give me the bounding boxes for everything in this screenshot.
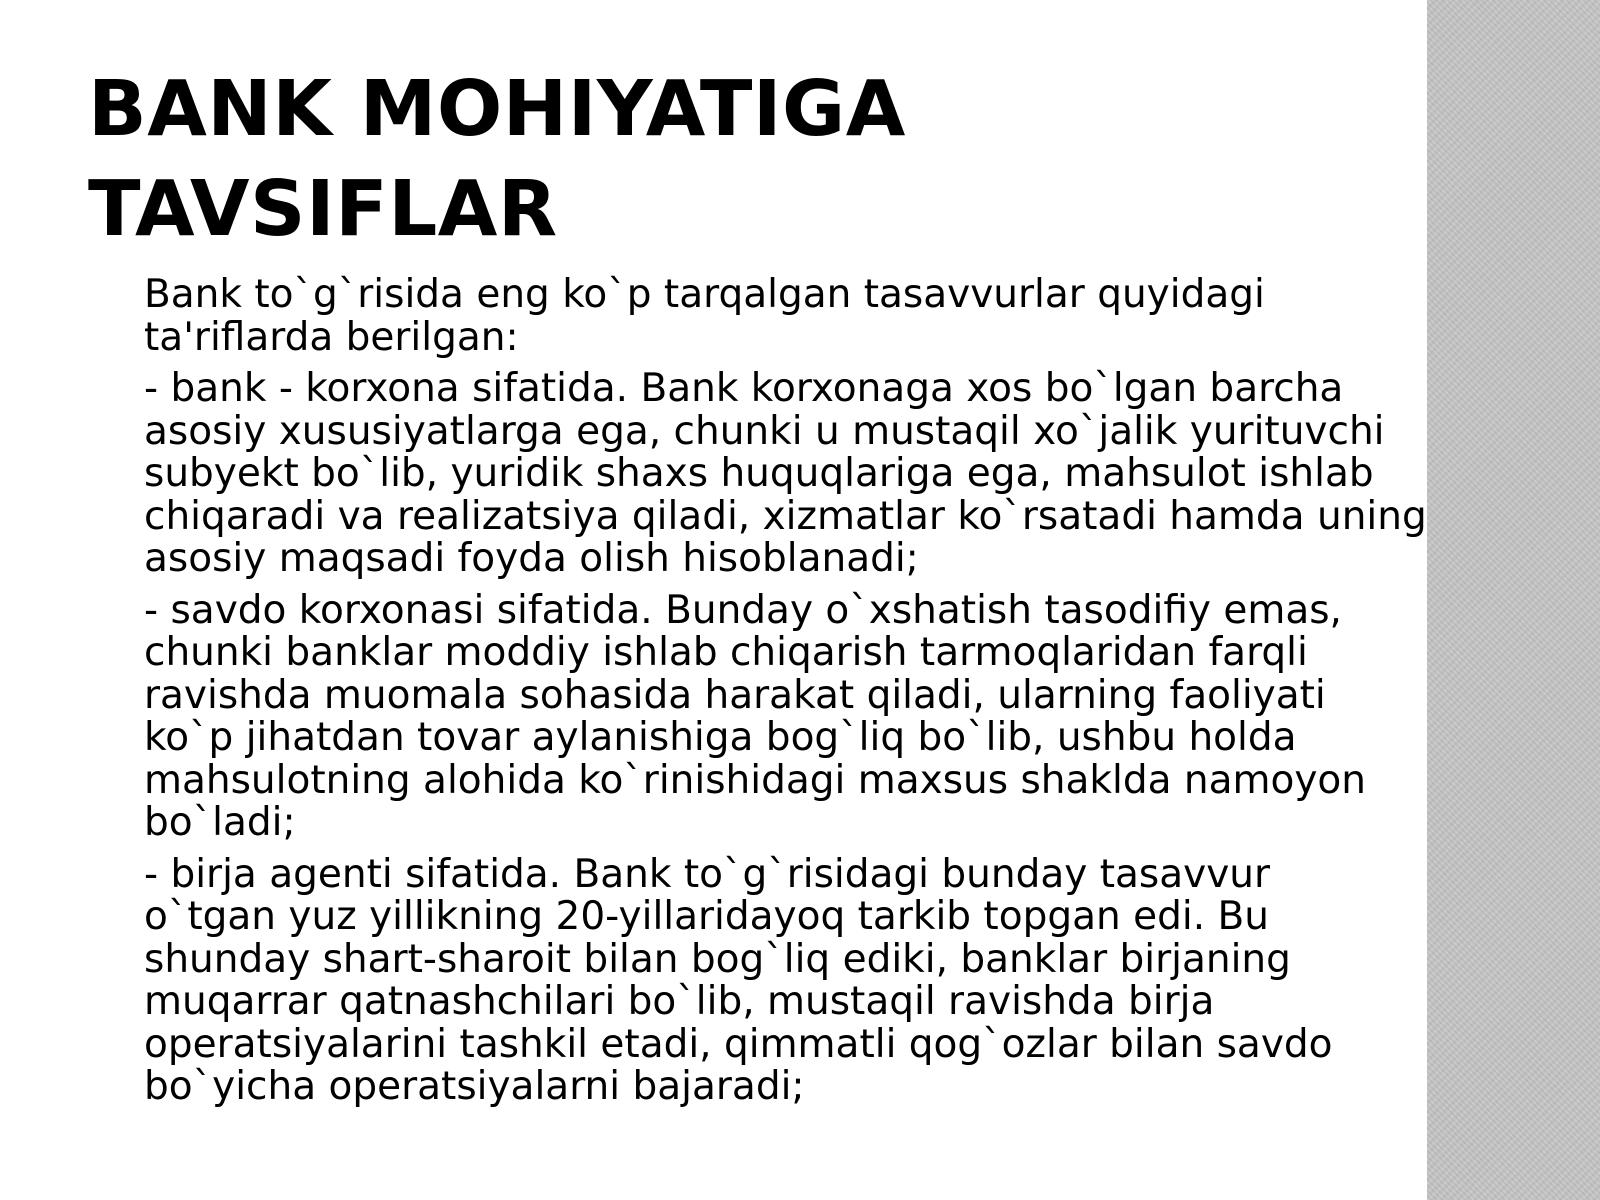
slide-title: BANK MOHIYATIGA TAVSIFLAR (88, 65, 906, 254)
bank-as-trading-company-paragraph: - savdo korxonasi sifatida. Bunday o`xshatish tasodifiy emas, chunki banklar moddiy ishlab chiqarish tarmoqlaridan farqli ravishda muomala sohasida harakat qiladi, ularning faoliyati ko`p jihatdan tovar aylanishiga bog`liq bo`lib, ushbu holda mahsulotning alohida ko`rinishidagi maxsus shaklda namoyon bo`ladi; (144, 587, 1367, 845)
bank-as-enterprise-paragraph: - bank - korxona sifatida. Bank korxonaga xos bo`lgan barcha asosiy xususiyatlarga ega, chunki u mustaqil xo`jalik yurituvchi subyekt bo`lib, yuridik shaxs huquqlariga ega, mahsulot ishlab chiqaradi va realizatsiya qiladi, xizmatlar ko`rsatadi hamda uning asosiy maqsadi foyda olish hisoblanadi; (144, 366, 1427, 581)
slide-body (144, 274, 1504, 1118)
bank-as-exchange-agent-paragraph: - birja agenti sifatida. Bank to`g`risidagi bunday tasavvur o`tgan yuz yillikning 20-yillaridayoq tarkib topgan edi. Bu shunday shart-sharoit bilan bog`liq ediki, banklar birjaning muqarrar qatnashchilari bo`lib, mustaqil ravishda birja operatsiyalarini tashkil etadi, qimmatli qog`ozlar bilan savdo bo`yicha operatsiyalarni bajaradi; (144, 851, 1333, 1109)
intro-paragraph: Bank to`g`risida eng ko`p tarqalgan tasavvurlar quyidagi ta'riflarda berilgan: (144, 272, 1265, 360)
